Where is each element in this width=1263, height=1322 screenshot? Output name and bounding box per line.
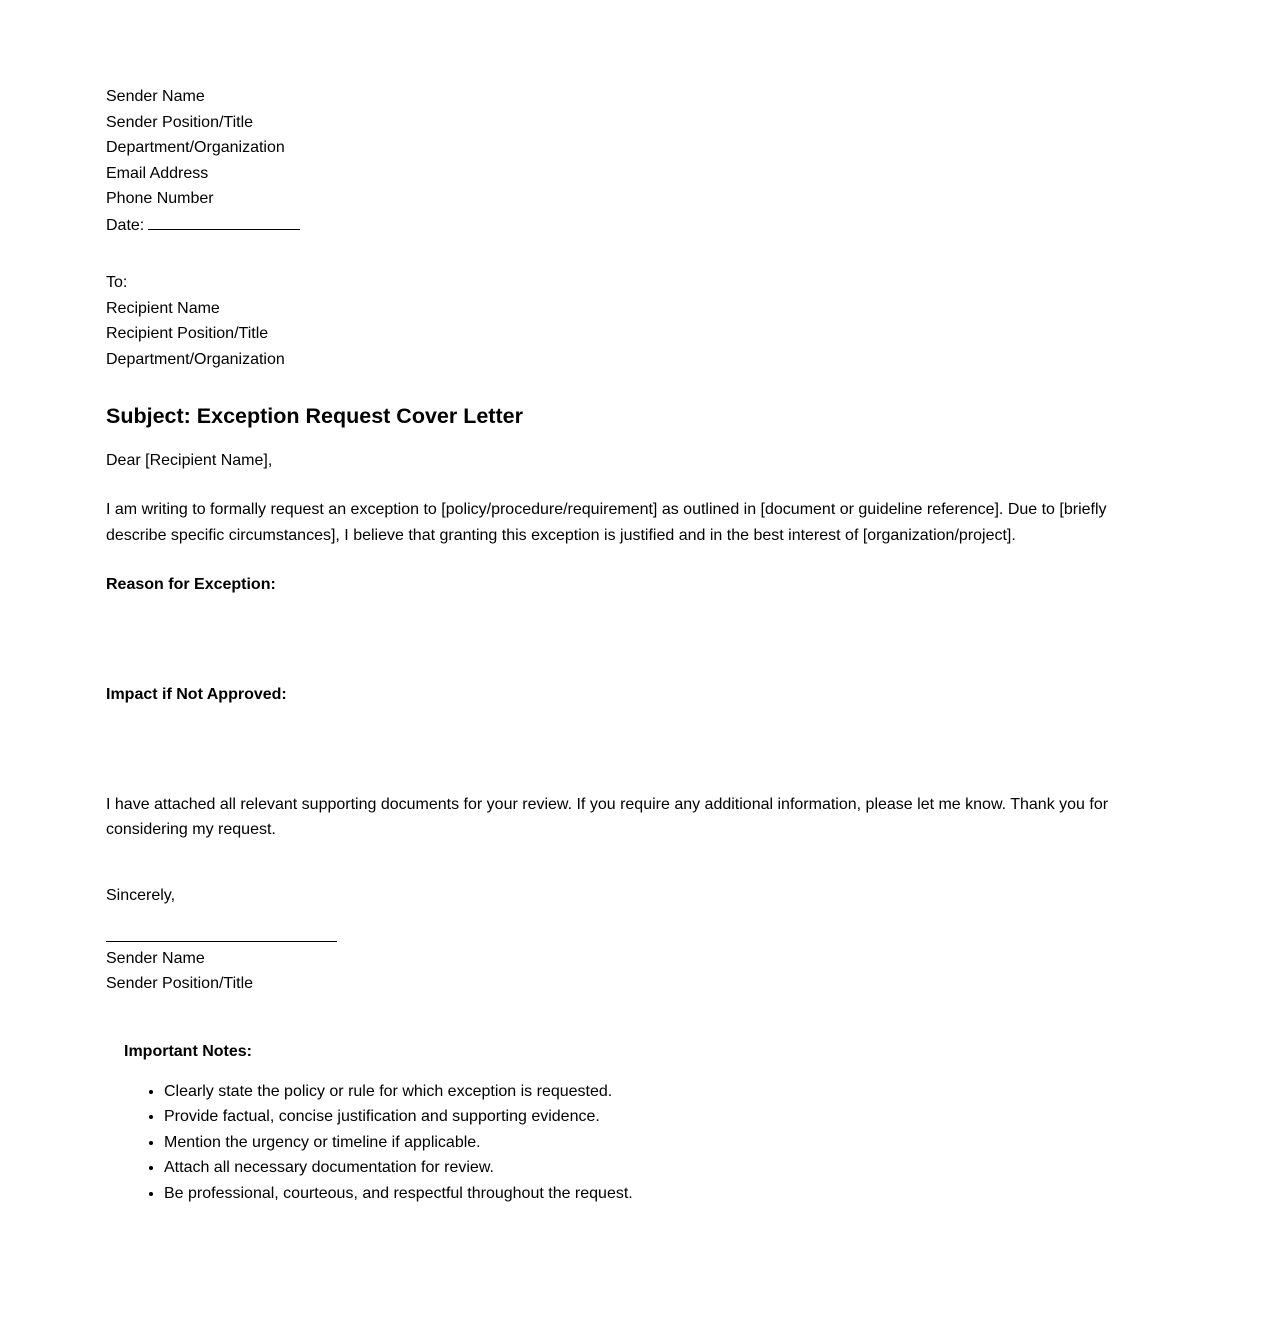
subject-heading: Subject: Exception Request Cover Letter — [106, 404, 523, 428]
notes-list-item: • Attach all necessary documentation for review. — [164, 1155, 1146, 1181]
closing-paragraph: I have attached all relevant supporting documents for your review. If you require any additional information, please let me know. Thank you for considering my request. — [106, 795, 1109, 838]
sender-email: Email Address — [106, 164, 209, 182]
sender-department: Department/Organization — [106, 139, 285, 156]
recipient-position: Recipient Position/Title — [106, 325, 269, 342]
reason-blank-area — [106, 598, 1146, 682]
signature-position: Sender Position/Title — [106, 975, 254, 992]
notes-list — [124, 1079, 1146, 1207]
date-line — [106, 212, 1146, 239]
letter-document — [106, 84, 1146, 1206]
signature-block — [106, 946, 1146, 997]
notes-list-item: • Provide factual, concise justification and supporting evidence. — [164, 1104, 1146, 1130]
to-label: To: — [106, 274, 128, 291]
sender-position: Sender Position/Title — [106, 113, 254, 131]
sign-off: Sincerely, — [106, 886, 176, 904]
impact-heading: Impact if Not Approved: — [106, 685, 287, 703]
impact-blank-area — [106, 708, 1146, 792]
notes-list-item: • Be professional, courteous, and respectful throughout the request. — [164, 1181, 1146, 1207]
signature-name: Sender Name — [106, 949, 205, 967]
intro-paragraph: I am writing to formally request an exception to [policy/procedure/requirement] as outlined in [document or guideline reference]. Due to [briefly describe specific circumstances], I believe that granting this exception is justified and in the best interest of [organization/project]. — [106, 500, 1107, 544]
signature-line — [106, 941, 337, 942]
date-label: Date: — [106, 216, 145, 234]
greeting: Dear [Recipient Name], — [106, 452, 273, 469]
important-notes — [106, 1039, 1146, 1207]
reason-heading: Reason for Exception: — [106, 575, 276, 593]
recipient-block — [106, 270, 1146, 372]
recipient-name: Recipient Name — [106, 299, 220, 317]
notes-list-item: • Clearly state the policy or rule for which exception is requested. — [164, 1079, 1146, 1105]
notes-list-item: • Mention the urgency or timeline if applicable. — [164, 1130, 1146, 1156]
sender-block — [106, 84, 1146, 238]
sender-phone: Phone Number — [106, 190, 214, 207]
date-blank-field — [148, 212, 300, 230]
sender-name: Sender Name — [106, 88, 205, 105]
recipient-department: Department/Organization — [106, 350, 285, 368]
notes-title: Important Notes: — [124, 1042, 252, 1060]
